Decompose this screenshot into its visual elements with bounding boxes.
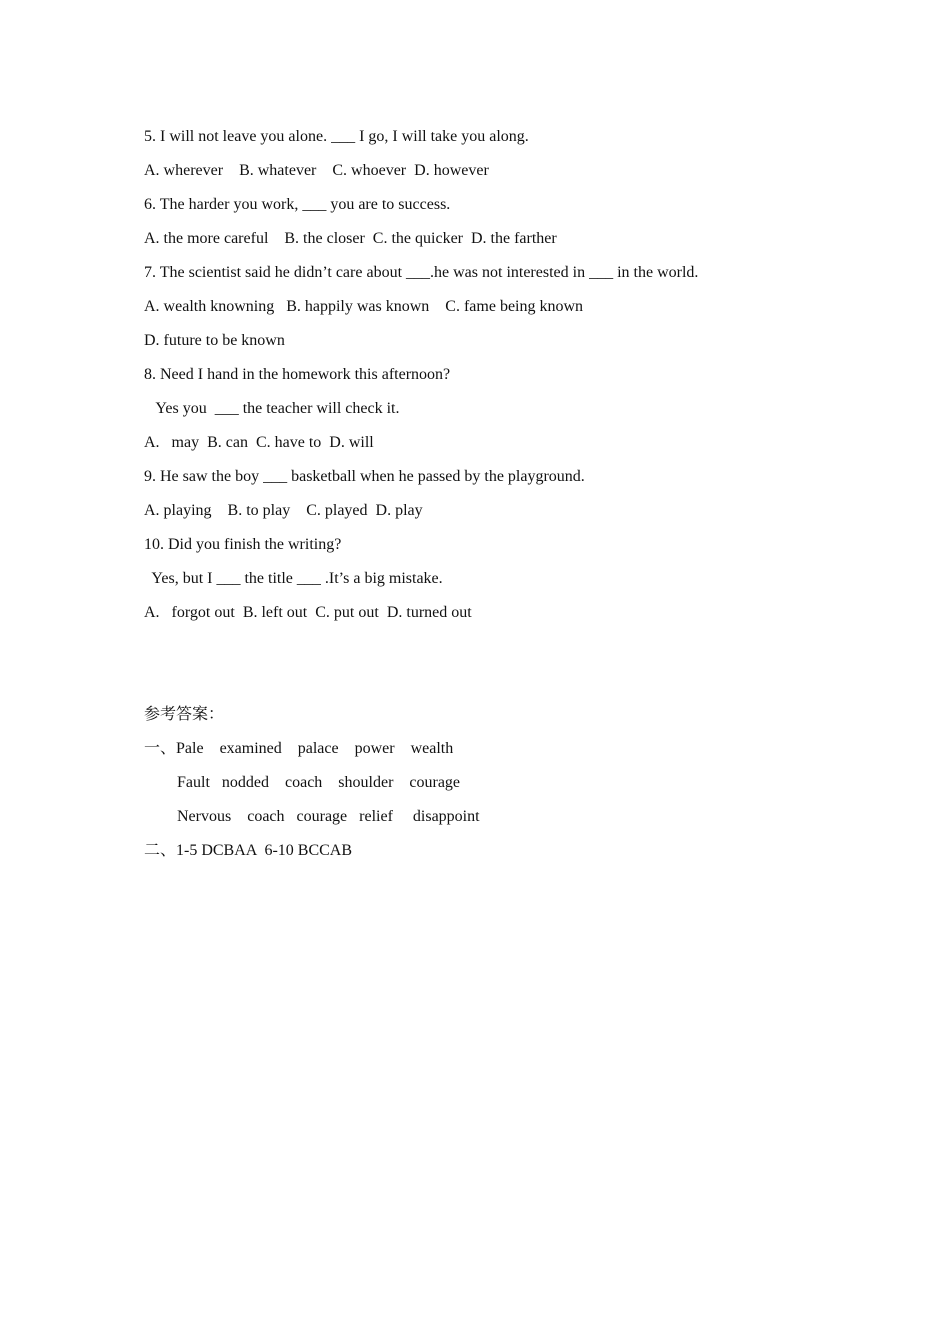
answers-part1-line3: Nervous coach courage relief disappoint <box>177 808 480 825</box>
question-10-options: A. forgot out B. left out C. put out D. turned out <box>144 604 472 621</box>
answers-heading: 参考答案： <box>144 706 225 723</box>
question-7-stem: 7. The scientist said he didn’t care about ___.he was not interested in ___ in the world. <box>144 264 699 281</box>
question-8-stem: 8. Need I hand in the homework this afternoon? <box>144 366 451 383</box>
question-9-options: A. playing B. to play C. played D. play <box>144 502 423 519</box>
question-8-options: A. may B. can C. have to D. will <box>144 434 374 451</box>
question-6-options: A. the more careful B. the closer C. the quicker D. the farther <box>144 230 557 247</box>
section-gap <box>144 635 844 703</box>
question-8-reply: Yes you ___ the teacher will check it. <box>144 400 400 417</box>
question-9-stem: 9. He saw the boy ___ basketball when he passed by the playground. <box>144 468 585 485</box>
question-5-stem: 5. I will not leave you alone. ___ I go, I will take you along. <box>144 128 529 145</box>
question-6-stem: 6. The harder you work, ___ you are to success. <box>144 196 451 213</box>
answers-part1-label: 一、 <box>144 740 177 757</box>
document-page <box>144 125 844 873</box>
answers-part1-line2: Fault nodded coach shoulder courage <box>177 774 461 791</box>
answers-part1-line1 <box>144 737 844 771</box>
question-7-options-line2: D. future to be known <box>144 332 285 349</box>
question-7-options-line1: A. wealth knowning B. happily was known C. fame being known <box>144 298 584 315</box>
answers-part1-words-1: Pale examined palace power wealth <box>176 740 454 757</box>
answers-part2: 二、1-5 DCBAA 6-10 BCCAB <box>144 842 353 859</box>
question-5-options: A. wherever B. whatever C. whoever D. however <box>144 162 489 179</box>
question-10-reply: Yes, but I ___ the title ___ .It’s a big mistake. <box>144 570 443 587</box>
question-10-stem: 10. Did you finish the writing? <box>144 536 342 553</box>
